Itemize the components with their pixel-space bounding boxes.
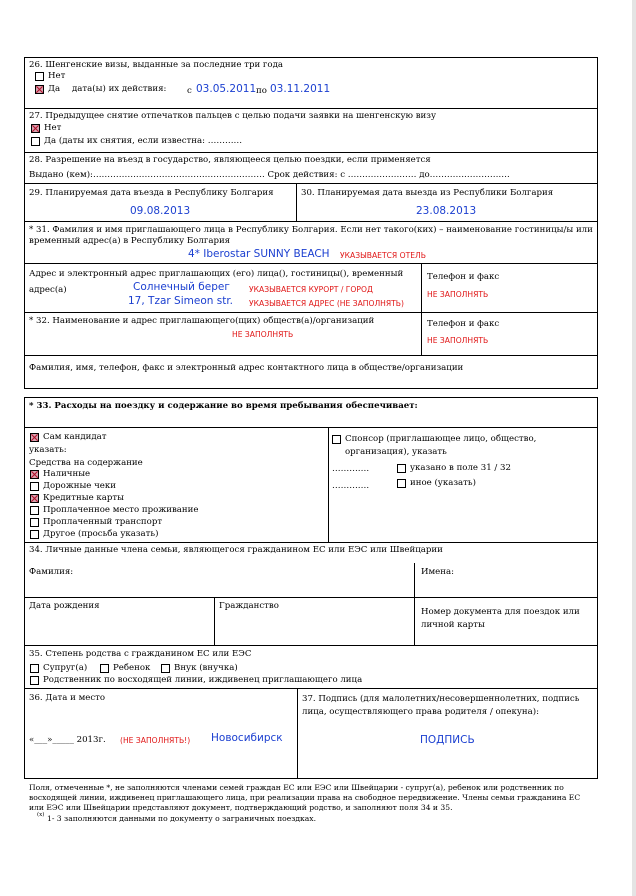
field-27-no-label: Нет (44, 123, 62, 133)
footer-note-line-1: Поля, отмеченные *, не заполняются членами семей граждан ЕС или ЕЭС или Швейцарии - супруг(а), ребенок или родственник по (29, 783, 564, 792)
field-33-sponsor-label: Спонсор (приглашающее лицо, общество, (345, 434, 537, 444)
field-32-phone-note: НЕ ЗАПОЛНЯТЬ (427, 336, 489, 345)
field-33-dots-1: …………. (332, 464, 370, 474)
checkbox-35-relative[interactable] (30, 676, 39, 685)
field-26-to-date[interactable]: 03.11.2011 (270, 83, 331, 95)
divider (414, 563, 415, 645)
field-31-phone-note: НЕ ЗАПОЛНЯТЬ (427, 290, 489, 299)
divider (24, 688, 598, 689)
field-35-child-label: Ребенок (113, 663, 151, 673)
field-26-from-date[interactable]: 03.05.2011 (196, 83, 257, 95)
field-28-title: 28. Разрешение на въезд в государство, являющееся целью поездки, если применяется (29, 155, 431, 165)
divider (421, 263, 422, 355)
field-35-relative-label: Родственник по восходящей линии, иждивенец приглашающего лица (43, 675, 363, 685)
divider (24, 152, 598, 153)
field-31-resort[interactable]: Солнечный берег (133, 281, 230, 293)
field-33-cards-label: Кредитные карты (43, 493, 124, 503)
field-28-line: Выдано (кем):…………………………………………………… Срок действия: с …………………… до………………………. (29, 170, 510, 180)
field-37-title-cont: лица, осуществляющего права родителя / опекуна): (302, 707, 540, 717)
checkbox-27-no[interactable] (31, 124, 40, 133)
checkbox-33-other[interactable] (30, 530, 39, 539)
divider (328, 427, 329, 542)
field-33-sponsor-label-cont: организация), указать (345, 447, 447, 457)
field-34-citizenship-label: Гражданство (219, 601, 279, 611)
checkbox-33-cheques[interactable] (30, 482, 39, 491)
form-block-bottom (24, 397, 598, 779)
field-36-date[interactable]: «___»_____ 2013г. (29, 735, 106, 745)
checkbox-33-self[interactable] (30, 433, 39, 442)
field-37-title: 37. Подпись (для малолетних/несовершеннолетних, подпись (302, 694, 580, 704)
field-31-title: * 31. Фамилия и имя приглашающего лица в Республику Болгария. Если нет такого(ких) – наименование гостиницы/ы или (29, 225, 593, 235)
field-31-title-cont: временный адрес(а) в Республику Болгария (29, 236, 231, 246)
field-36-title: 36. Дата и место (29, 693, 106, 703)
field-30-date[interactable]: 23.08.2013 (416, 205, 477, 217)
field-26-yes-label: Да (48, 84, 61, 94)
field-33-self-label: Сам кандидат (43, 432, 107, 442)
field-31-address-label: Адрес и электронный адрес приглашающих (его) лица(), гостиницы(), временный (29, 269, 404, 279)
footer-note-line-4: 1- 3 заполняются данными по документу о заграничных поездках. (47, 814, 316, 823)
checkbox-35-spouse[interactable] (30, 664, 39, 673)
field-36-city[interactable]: Новосибирск (211, 732, 283, 744)
field-33-transport-label: Проплаченный транспорт (43, 517, 163, 527)
field-32-phone-label: Телефон и факс (427, 319, 500, 329)
field-29-date[interactable]: 09.08.2013 (130, 205, 191, 217)
field-31-hotel-note: УКАЗЫВАЕТСЯ ОТЕЛЬ (340, 251, 426, 260)
checkbox-33-in-field[interactable] (397, 464, 406, 473)
field-31-hotel[interactable]: 4* Iberostar SUNNY BEACH (188, 248, 330, 260)
field-33-title: * 33. Расходы на поездку и содержание во время пребывания обеспечивает: (29, 401, 418, 411)
divider (24, 355, 598, 356)
checkbox-26-yes[interactable] (35, 85, 44, 94)
divider (24, 542, 598, 543)
footer-note-mark: (x) (37, 812, 45, 818)
field-31-address-note: УКАЗЫВАЕТСЯ АДРЕС (НЕ ЗАПОЛНЯТЬ) (249, 299, 404, 308)
field-31-phone-label: Телефон и факс (427, 272, 500, 282)
field-26-no-label: Нет (48, 71, 66, 81)
checkbox-27-yes[interactable] (31, 137, 40, 146)
field-34-birth-label: Дата рождения (29, 601, 100, 611)
field-34-surname-label: Фамилия: (29, 567, 74, 577)
field-35-spouse-label: Супруг(а) (43, 663, 88, 673)
checkbox-35-grandchild[interactable] (161, 664, 170, 673)
checkbox-33-sponsor[interactable] (332, 435, 341, 444)
field-33-cash-label: Наличные (43, 469, 91, 479)
divider (214, 597, 215, 645)
field-27-yes-label: Да (даты их снятия, если известна: ………… (44, 136, 243, 146)
field-29-title: 29. Планируемая дата въезда в Республику Болгария (29, 188, 274, 198)
field-33-dots-2: …………. (332, 481, 370, 491)
field-34-document-label-cont: личной карты (421, 620, 485, 630)
checkbox-33-transport[interactable] (30, 518, 39, 527)
field-26-from-label: с (187, 86, 192, 96)
checkbox-33-cash[interactable] (30, 470, 39, 479)
field-31-resort-note: УКАЗЫВАЕТСЯ КУРОРТ / ГОРОД (249, 285, 373, 294)
field-26-to-label: по (256, 86, 267, 96)
divider (24, 312, 598, 313)
footer-note-line-2: восходящей линии, иждивенец приглашающего лица, при реализации права на свободное передвижение. Члены семьи гражданина ЕС (29, 793, 581, 802)
field-30-title: 30. Планируемая дата выезда из Республики Болгария (301, 188, 554, 198)
field-33-specify-label: указать: (29, 445, 67, 455)
checkbox-26-no[interactable] (35, 72, 44, 81)
field-34-title: 34. Личные данные члена семьи, являющегося гражданином ЕС или ЕЭС или Швейцарии (29, 545, 443, 555)
field-32-contact-label: Фамилия, имя, телефон, факс и электронный адрес контактного лица в обществе/организации (29, 363, 464, 373)
field-33-other-right-label: иное (указать) (410, 478, 476, 488)
field-33-in-field-label: указано в поле 31 / 32 (410, 463, 511, 473)
field-33-accommodation-label: Проплаченное место проживание (43, 505, 199, 515)
divider (24, 221, 598, 222)
field-37-signature[interactable]: ПОДПИСЬ (420, 734, 475, 746)
footer-note-line-3: или ЕЭС или Швейцарии представляют документ, подтверждающий родство, и заполняют поля 34 и 35. (29, 803, 453, 812)
checkbox-33-accommodation[interactable] (30, 506, 39, 515)
field-27-title: 27. Предыдущее снятие отпечатков пальцев с целью подачи заявки на шенгенскую визу (29, 111, 437, 121)
field-35-grandchild-label: Внук (внучка) (174, 663, 238, 673)
divider (24, 427, 598, 428)
divider (297, 688, 298, 779)
field-34-names-label: Имена: (421, 567, 455, 577)
form-block-top (24, 57, 598, 389)
divider (24, 263, 598, 264)
field-26-yes-dates-label: дата(ы) их действия: (72, 84, 167, 94)
divider (24, 597, 598, 598)
field-26-title: 26. Шенгенские визы, выданные за последние три года (29, 60, 283, 70)
divider (24, 183, 598, 184)
field-32-note: НЕ ЗАПОЛНЯТЬ (232, 330, 294, 339)
divider (296, 183, 297, 221)
field-31-address-label-cont: адрес(а) (29, 285, 67, 295)
field-31-street[interactable]: 17, Tzar Simeon str. (128, 295, 234, 307)
field-34-document-label: Номер документа для поездок или (421, 607, 580, 617)
divider (24, 108, 598, 109)
field-33-means-label: Средства на содержание (29, 458, 143, 468)
field-32-title: * 32. Наименование и адрес приглашающего(щих) обществ(а)/организаций (29, 316, 375, 326)
field-35-title: 35. Степень родства с гражданином ЕС или ЕЭС (29, 649, 252, 659)
field-33-cheques-label: Дорожные чеки (43, 481, 116, 491)
field-33-other-label: Другое (просьба указать) (43, 529, 159, 539)
divider (24, 645, 598, 646)
checkbox-33-cards[interactable] (30, 494, 39, 503)
field-36-note: (НЕ ЗАПОЛНЯТЬ!) (120, 736, 191, 745)
checkbox-33-other-right[interactable] (397, 479, 406, 488)
checkbox-35-child[interactable] (100, 664, 109, 673)
page-edge (632, 0, 636, 896)
